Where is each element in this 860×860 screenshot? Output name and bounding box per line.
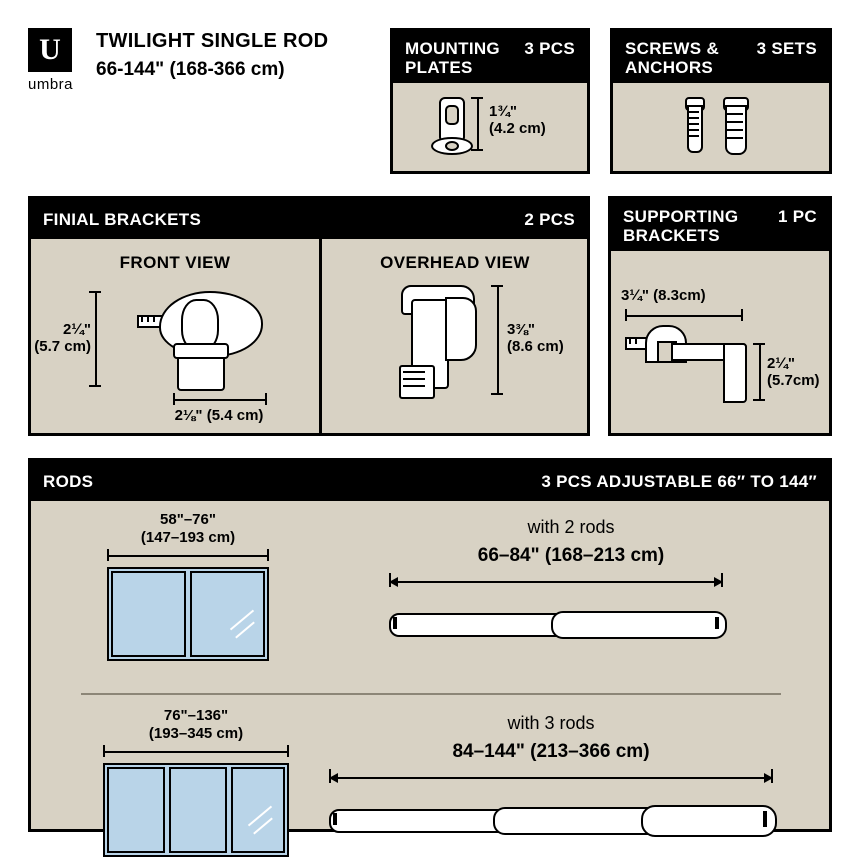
overhead-depth-in: 3⅜" (507, 321, 535, 338)
mounting-plates-illustration (393, 83, 587, 171)
config1-span-cap-right (721, 573, 723, 587)
window1-pane-left (111, 571, 186, 657)
supporting-height-dim-line (759, 343, 761, 401)
brand-name: umbra (28, 76, 74, 93)
window2-pane-mid (169, 767, 227, 853)
panel-divider (319, 239, 322, 433)
front-width-cap-right (265, 393, 267, 405)
config1-label: with 2 rods (527, 517, 615, 537)
overhead-depth-cap-bottom (491, 393, 503, 395)
front-height-in: 2¼" (63, 321, 91, 338)
mounting-plates-title: MOUNTING PLATES (405, 39, 500, 77)
supporting-brackets-illustration (611, 251, 829, 433)
rods-title: RODS (43, 471, 94, 491)
mounting-plate-slot-icon (445, 105, 459, 125)
window2-pane-right (231, 767, 285, 853)
product-name: TWILIGHT SINGLE ROD (96, 30, 329, 52)
window1-cap-left (107, 549, 109, 561)
dim-cap-top (471, 97, 483, 99)
window2-dim-line (103, 751, 289, 753)
umbra-mark-icon: U (28, 28, 72, 72)
mounting-plates-count: 3 PCS (524, 39, 575, 58)
supporting-height-in: 2¼" (767, 355, 795, 372)
config2-span-cap-right (771, 769, 773, 783)
window2-dim-cm: (193–345 cm) (148, 725, 244, 742)
supporting-width-label: 3¼" (8.3cm) (621, 287, 706, 304)
front-height-cap-bottom (89, 385, 101, 387)
panel-mounting-plates (390, 28, 590, 174)
panel-supporting-brackets (608, 196, 832, 436)
mounting-plate-hole-icon (445, 141, 459, 151)
mounting-plate-dim-in: 1¾" (489, 103, 517, 120)
supporting-brackets-title: SUPPORTING BRACKETS (623, 207, 739, 245)
window1-dim-in: 58"–76" (160, 511, 216, 528)
overhead-depth-cm: (8.6 cm) (507, 338, 564, 355)
overhead-view-label: OVERHEAD VIEW (380, 253, 530, 272)
product-title-block (96, 30, 328, 81)
supporting-brackets-count: 1 PC (778, 207, 817, 226)
rod1-end-cap-right (715, 617, 719, 629)
rod2-segment-1 (329, 809, 513, 833)
rod2-end-cap-right (763, 811, 767, 827)
rods-illustration (31, 501, 829, 829)
rod2-end-cap-left (333, 813, 337, 825)
dim-cap-bottom (471, 149, 483, 151)
supporting-height-cap-bottom (753, 399, 765, 401)
mounting-plate-dim-cm: (4.2 cm) (489, 120, 546, 137)
window1-cap-right (267, 549, 269, 561)
rods-divider (81, 693, 781, 695)
window2-pane-left (107, 767, 165, 853)
front-height-cm: (5.7 cm) (34, 338, 91, 355)
brand-logo (28, 28, 88, 93)
panel-finial-brackets (28, 196, 590, 436)
dim-line-vertical (477, 97, 479, 151)
screws-anchors-illustration (613, 83, 829, 171)
panel-screws-anchors (610, 28, 832, 174)
window1-pane-right (190, 571, 265, 657)
screws-anchors-count: 3 SETS (756, 39, 817, 58)
window1-dim-cm: (147–193 cm) (140, 529, 236, 546)
front-width-dim-line (173, 399, 267, 401)
finial-brackets-illustration (31, 239, 587, 433)
supporting-width-dim-line (625, 315, 743, 317)
screws-anchors-title: SCREWS & ANCHORS (625, 39, 720, 77)
front-height-dim-line (95, 291, 97, 387)
window2-dim-in: 76"–136" (163, 707, 229, 724)
rods-count: 3 PCS ADJUSTABLE 66″ TO 144″ (541, 471, 817, 491)
panel-rods (28, 458, 832, 832)
supporting-height-cap-top (753, 343, 765, 345)
config2-span: 84–144" (213–366 cm) (452, 741, 650, 762)
overhead-depth-dim-line (497, 285, 499, 395)
supporting-width-cap-right (741, 309, 743, 321)
config1-span-line (391, 581, 721, 583)
rod1-segment-1 (389, 613, 571, 637)
front-view-label: FRONT VIEW (119, 253, 231, 272)
window2-cap-left (103, 745, 105, 757)
finial-brackets-count: 2 PCS (524, 209, 575, 229)
supporting-height-cm: (5.7cm) (767, 372, 820, 389)
overhead-depth-cap-top (491, 285, 503, 287)
rod2-segment-3 (641, 805, 777, 837)
config2-span-cap-left (329, 769, 331, 783)
rod1-segment-2 (551, 611, 727, 639)
finial-brackets-title: FINIAL BRACKETS (43, 209, 202, 229)
front-width-cap-left (173, 393, 175, 405)
config1-span: 66–84" (168–213 cm) (477, 545, 665, 566)
product-size-range: 66-144" (168-366 cm) (96, 59, 285, 80)
front-height-cap-top (89, 291, 101, 293)
config2-span-line (331, 777, 771, 779)
window1-dim-line (107, 555, 269, 557)
config2-label: with 3 rods (507, 713, 595, 733)
config1-span-cap-left (389, 573, 391, 587)
front-width-label: 2⅛" (5.4 cm) (174, 407, 264, 424)
supporting-width-cap-left (625, 309, 627, 321)
window2-cap-right (287, 745, 289, 757)
rod1-end-cap-left (393, 617, 397, 629)
